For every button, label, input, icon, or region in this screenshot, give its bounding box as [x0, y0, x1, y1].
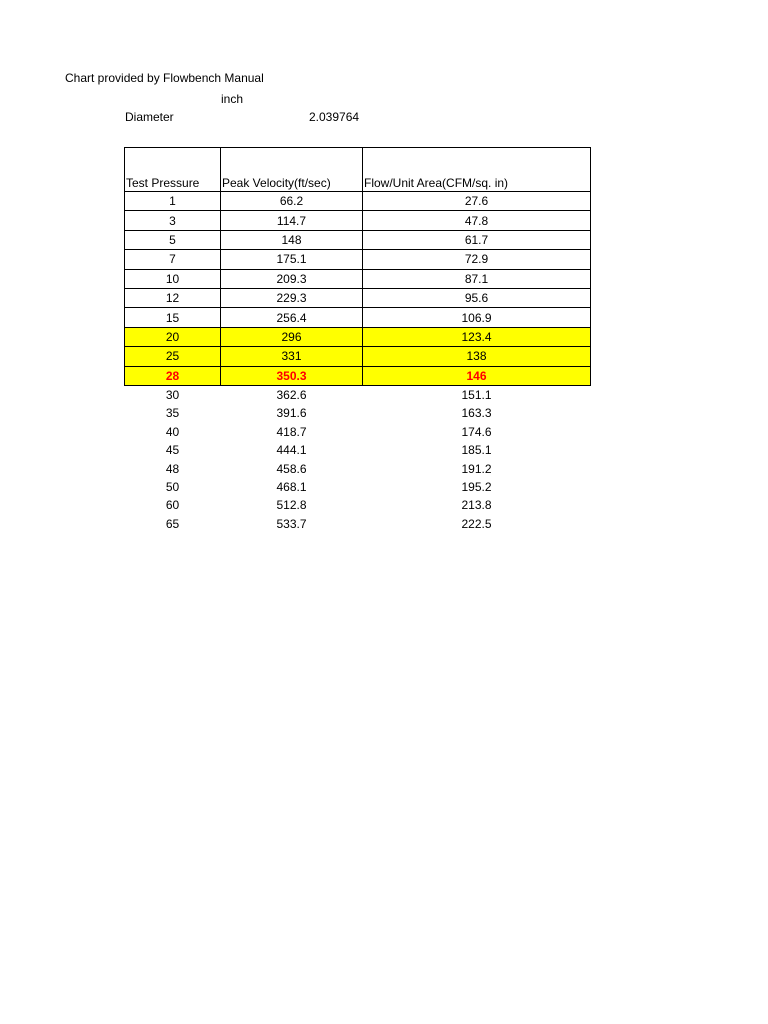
cell-flow-unit-area: 47.8 [363, 211, 591, 230]
cell-peak-velocity: 362.6 [276, 388, 307, 403]
diameter-value: 2.039764 [309, 110, 360, 124]
cell-peak-velocity: 209.3 [221, 269, 363, 288]
cell-test-pressure: 28 [125, 366, 221, 385]
cell-flow-unit-area: 146 [363, 366, 591, 385]
unit-label: inch [221, 92, 244, 106]
cell-flow-unit-area: 106.9 [363, 308, 591, 327]
cell-test-pressure: 25 [125, 347, 221, 366]
column-header-test-pressure: Test Pressure [125, 148, 221, 192]
cell-test-pressure: 48 [165, 461, 180, 476]
cell-test-pressure: 15 [125, 308, 221, 327]
cell-peak-velocity: 468.1 [276, 480, 307, 495]
cell-flow-unit-area: 72.9 [363, 250, 591, 269]
diameter-label: Diameter [125, 110, 174, 124]
cell-test-pressure: 40 [165, 424, 180, 439]
cell-peak-velocity: 66.2 [221, 192, 363, 211]
cell-peak-velocity: 148 [221, 230, 363, 249]
table-body [125, 192, 591, 534]
cell-test-pressure: 35 [165, 406, 180, 421]
cell-peak-velocity: 391.6 [276, 406, 307, 421]
column-header-peak-velocity: Peak Velocity(ft/sec) [221, 148, 363, 192]
cell-peak-velocity: 114.7 [221, 211, 363, 230]
cell-flow-unit-area: 185.1 [461, 443, 492, 458]
table-row [125, 515, 591, 533]
cell-flow-unit-area: 195.2 [461, 480, 492, 495]
table-row [125, 404, 591, 422]
table-row [125, 230, 591, 249]
cell-peak-velocity: 175.1 [221, 250, 363, 269]
cell-flow-unit-area: 213.8 [461, 498, 492, 513]
chart-title: Chart provided by Flowbench Manual [65, 71, 264, 85]
cell-flow-unit-area: 191.2 [461, 461, 492, 476]
cell-flow-unit-area: 138 [363, 347, 591, 366]
cell-test-pressure: 60 [165, 498, 180, 513]
table-row [125, 211, 591, 230]
cell-flow-unit-area: 163.3 [461, 406, 492, 421]
cell-test-pressure: 7 [125, 250, 221, 269]
cell-flow-unit-area: 174.6 [461, 424, 492, 439]
table-row [125, 366, 591, 385]
flow-table [124, 147, 591, 533]
cell-peak-velocity: 458.6 [276, 461, 307, 476]
cell-test-pressure: 5 [125, 230, 221, 249]
cell-peak-velocity: 533.7 [276, 516, 307, 531]
cell-peak-velocity: 512.8 [276, 498, 307, 513]
cell-flow-unit-area: 87.1 [363, 269, 591, 288]
table-row [125, 496, 591, 514]
cell-peak-velocity: 331 [221, 347, 363, 366]
cell-test-pressure: 12 [125, 288, 221, 307]
cell-peak-velocity: 256.4 [221, 308, 363, 327]
table-row [125, 327, 591, 346]
table-row [125, 441, 591, 459]
cell-peak-velocity: 444.1 [276, 443, 307, 458]
cell-peak-velocity: 296 [221, 327, 363, 346]
cell-flow-unit-area: 61.7 [363, 230, 591, 249]
cell-test-pressure: 10 [125, 269, 221, 288]
cell-test-pressure: 45 [165, 443, 180, 458]
cell-flow-unit-area: 95.6 [363, 288, 591, 307]
cell-test-pressure: 20 [125, 327, 221, 346]
table-row [125, 288, 591, 307]
table-row [125, 385, 591, 404]
table-row [125, 192, 591, 211]
cell-test-pressure: 30 [165, 388, 180, 403]
cell-test-pressure: 1 [125, 192, 221, 211]
cell-peak-velocity: 418.7 [276, 424, 307, 439]
cell-test-pressure: 50 [165, 480, 180, 495]
table-row [125, 423, 591, 441]
cell-test-pressure: 3 [125, 211, 221, 230]
table-row [125, 347, 591, 366]
table-row [125, 459, 591, 477]
cell-peak-velocity: 229.3 [221, 288, 363, 307]
column-header-flow-unit-area: Flow/Unit Area(CFM/sq. in) [363, 148, 591, 192]
cell-flow-unit-area: 123.4 [363, 327, 591, 346]
cell-flow-unit-area: 27.6 [363, 192, 591, 211]
table-row [125, 250, 591, 269]
cell-peak-velocity: 350.3 [221, 366, 363, 385]
table-row [125, 269, 591, 288]
table-row [125, 308, 591, 327]
table-header-row [125, 148, 591, 192]
cell-flow-unit-area: 151.1 [461, 388, 492, 403]
table-row [125, 478, 591, 496]
cell-flow-unit-area: 222.5 [461, 516, 492, 531]
cell-test-pressure: 65 [165, 516, 180, 531]
